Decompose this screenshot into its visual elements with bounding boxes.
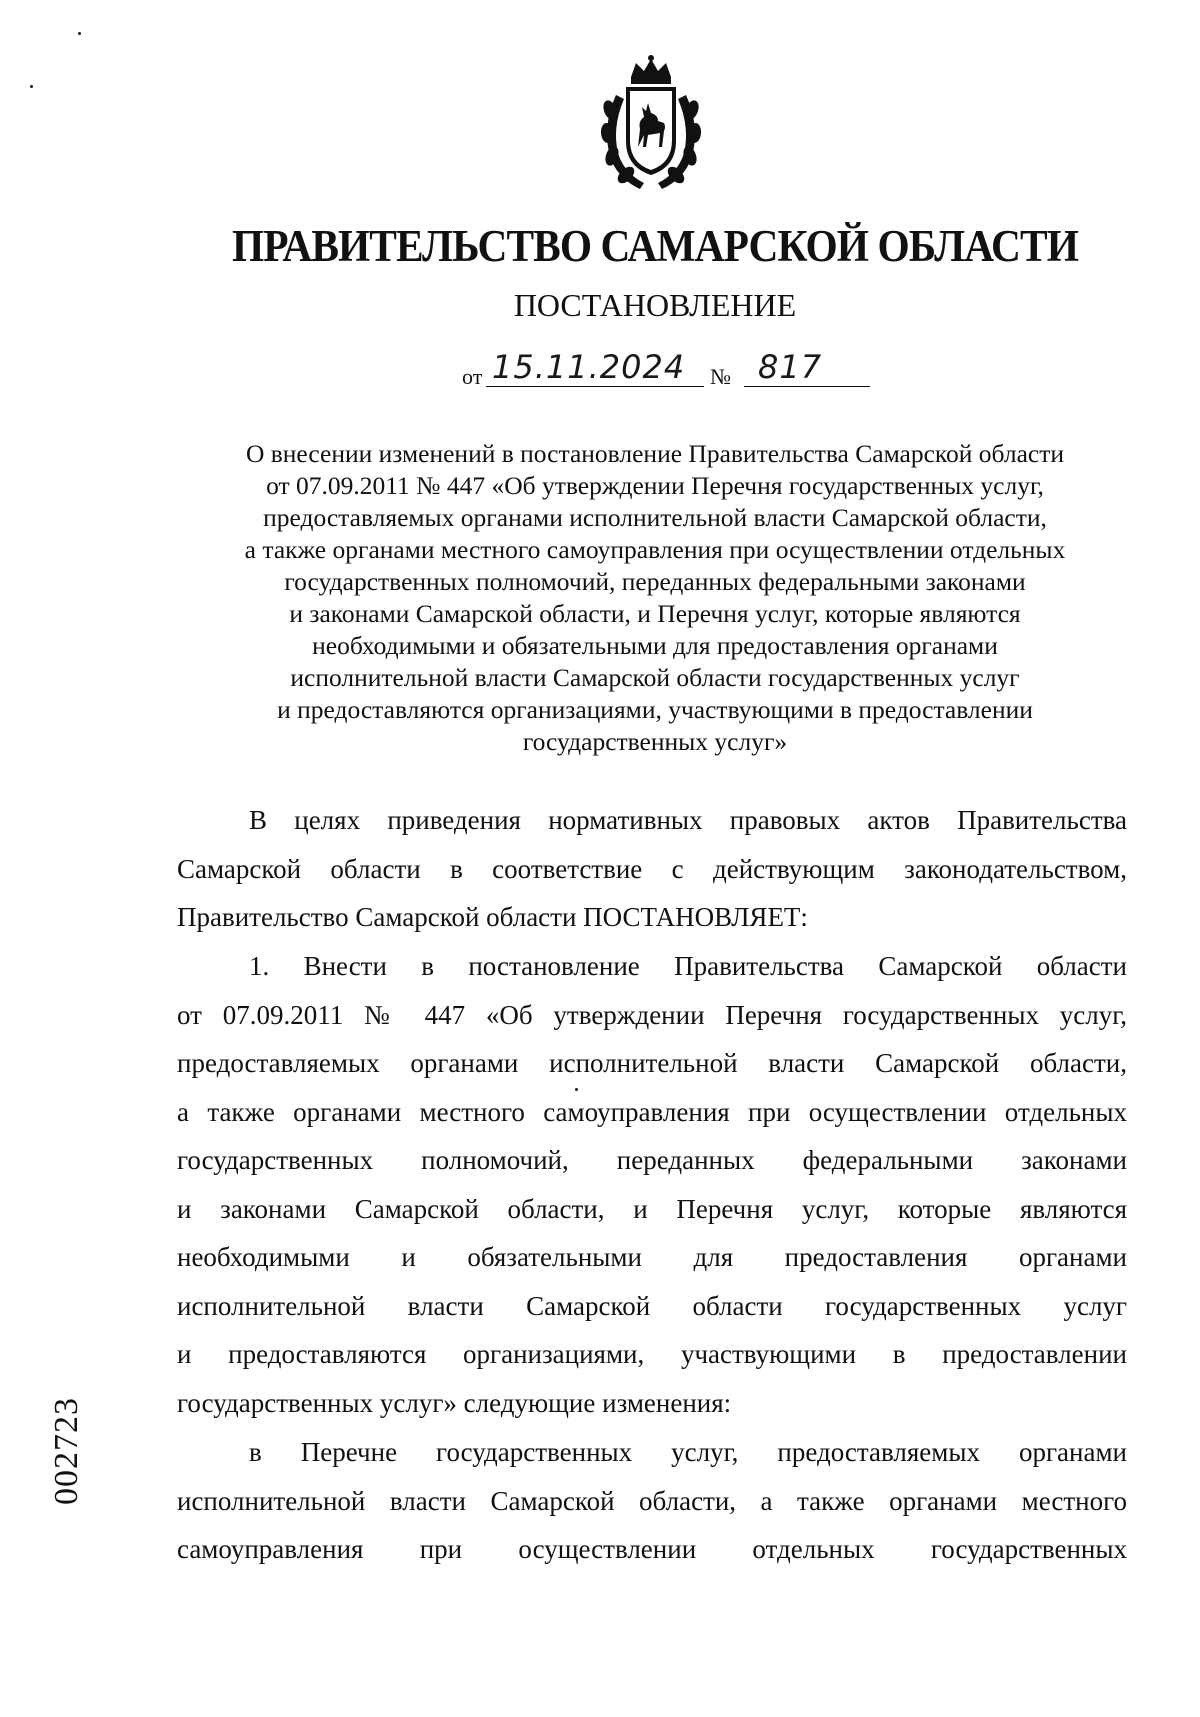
subject-line: исполнительной власти Самарской области государственных услуг	[290, 663, 1020, 692]
document-type: ПОСТАНОВЛЕНИЕ	[513, 287, 797, 323]
clause-line: а также органами местного самоуправления при осуществлении отдельных	[177, 1096, 1127, 1127]
government-title: ПРАВИТЕЛЬСТВО САМАРСКОЙ ОБЛАСТИ	[231, 221, 1079, 271]
date-prefix: от	[462, 364, 483, 389]
clause-line: 1. Внести в постановление Правительства Самарской области	[249, 951, 1127, 981]
clause-line: необходимыми и обязательными для предоставления органами	[177, 1242, 1127, 1272]
subject-line: от 07.09.2011 № 447 «Об утверждении Перечня государственных услуг,	[266, 471, 1044, 500]
subject-line: О внесении изменений в постановление Правительства Самарской области	[245, 439, 1065, 468]
scan-speck	[30, 85, 33, 88]
subject-line: государственных полномочий, переданных федеральными законами	[284, 567, 1026, 596]
preamble-paragraph	[177, 796, 1127, 942]
clause-line: от 07.09.2011 № 447 «Об утверждении Перечня государственных услуг,	[177, 999, 1127, 1030]
sub-clause-line: исполнительной власти Самарской области, а также органами местного	[177, 1485, 1127, 1516]
clause-line: и предоставляются организациями, участвующими в предоставлении	[177, 1339, 1127, 1369]
subject-line: а также органами местного самоуправления при осуществлении отдельных	[244, 535, 1066, 564]
preamble-line: В целях приведения нормативных правовых актов Правительства	[249, 805, 1127, 835]
number-prefix: №	[710, 364, 731, 389]
date-underline	[486, 386, 704, 387]
samara-coat-of-arms-emblem	[596, 55, 706, 195]
subject-line: государственных услуг»	[522, 727, 788, 756]
clause-1-paragraph	[177, 942, 1127, 1427]
subject-line: необходимыми и обязательными для предоставления органами	[312, 631, 998, 660]
scan-speck	[78, 32, 81, 35]
number-value: 817	[758, 348, 823, 386]
number-underline	[744, 386, 870, 387]
clause-line: предоставляемых органами исполнительной власти Самарской области,	[177, 1048, 1127, 1078]
document-subject	[160, 438, 1150, 758]
subject-line: предоставляемых органами исполнительной власти Самарской области,	[263, 503, 1047, 532]
clause-line: исполнительной власти Самарской области государственных услуг	[177, 1290, 1127, 1321]
margin-serial-number: 002723	[48, 1397, 85, 1505]
preamble-line: Самарской области в соответствие с действующим законодательством,	[177, 853, 1127, 884]
clause-line: государственных полномочий, переданных федеральными законами	[177, 1145, 1127, 1175]
preamble-line: Правительство Самарской области ПОСТАНОВЛЯЕТ:	[177, 902, 808, 932]
sub-clause-line: самоуправления при осуществлении отдельных государственных	[177, 1534, 1127, 1564]
subject-line: и предоставляются организациями, участвующими в предоставлении	[277, 695, 1033, 724]
date-value: 15.11.2024	[492, 348, 686, 386]
clause-line: и законами Самарской области, и Перечня услуг, которые являются	[177, 1193, 1127, 1224]
subject-line: и законами Самарской области, и Перечня услуг, которые являются	[289, 599, 1021, 628]
clause-1-sub-paragraph	[177, 1428, 1127, 1574]
sub-clause-line: в Перечне государственных услуг, предоставляемых органами	[249, 1437, 1127, 1467]
clause-line: государственных услуг» следующие изменения:	[177, 1387, 732, 1418]
